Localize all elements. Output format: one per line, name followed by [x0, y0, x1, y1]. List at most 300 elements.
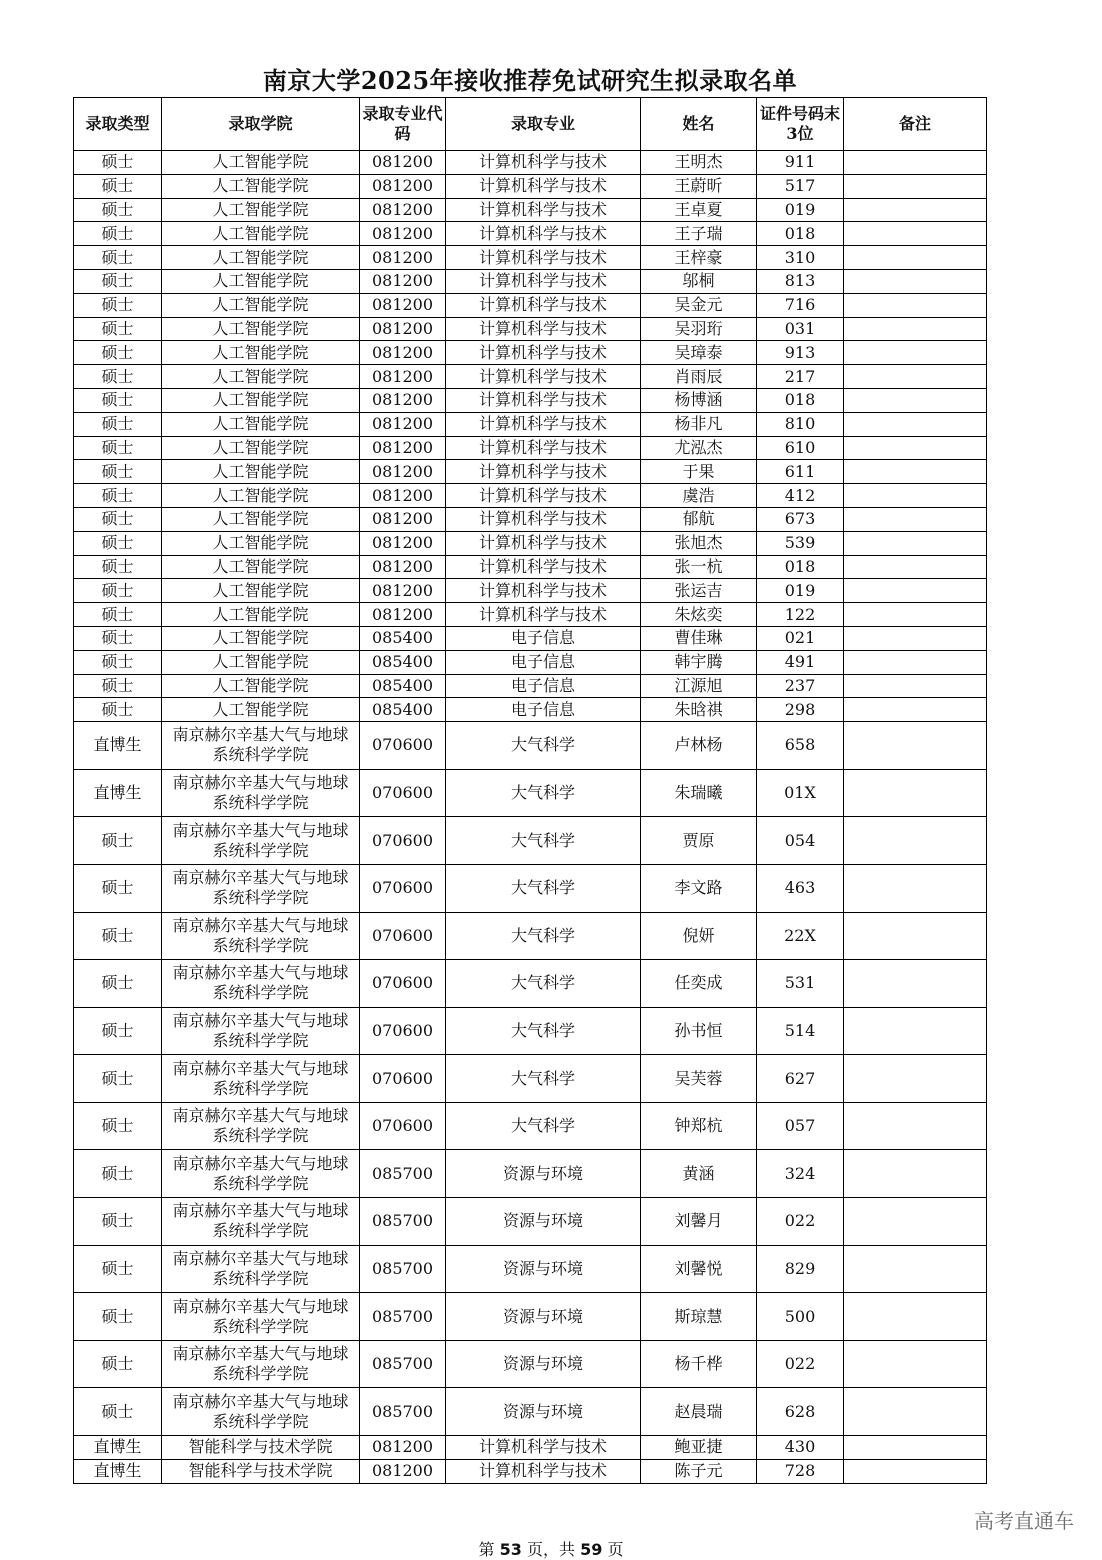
college-cell: 人工智能学院 [162, 484, 360, 508]
id3-cell: 018 [757, 388, 844, 412]
table-row [74, 1245, 987, 1293]
type-cell: 硕士 [74, 674, 162, 698]
note-cell [844, 317, 987, 341]
note-cell [844, 460, 987, 484]
footer-page-current: 53 [499, 1540, 522, 1559]
note-cell [844, 579, 987, 603]
name-cell: 钟郑杭 [641, 1102, 757, 1150]
college-cell: 南京赫尔辛基大气与地球系统科学学院 [162, 864, 360, 912]
type-cell: 硕士 [74, 1293, 162, 1341]
major-cell: 计算机科学与技术 [446, 531, 641, 555]
table-row [74, 579, 987, 603]
college-cell: 智能科学与技术学院 [162, 1436, 360, 1460]
footer-suffix: 页 [602, 1540, 624, 1559]
id3-cell: 728 [757, 1459, 844, 1483]
college-cell: 南京赫尔辛基大气与地球系统科学学院 [162, 1150, 360, 1198]
major-cell: 资源与环境 [446, 1340, 641, 1388]
id3-cell: 913 [757, 341, 844, 365]
major-cell: 计算机科学与技术 [446, 507, 641, 531]
code-cell: 081200 [360, 269, 446, 293]
table-row [74, 412, 987, 436]
major-cell: 计算机科学与技术 [446, 388, 641, 412]
type-cell: 硕士 [74, 484, 162, 508]
header-code: 录取专业代码 [360, 98, 446, 151]
type-cell: 直博生 [74, 769, 162, 817]
name-cell: 邬桐 [641, 269, 757, 293]
college-cell: 南京赫尔辛基大气与地球系统科学学院 [162, 722, 360, 770]
id3-cell: 810 [757, 412, 844, 436]
college-cell: 人工智能学院 [162, 698, 360, 722]
major-cell: 大气科学 [446, 960, 641, 1008]
name-cell: 朱晗祺 [641, 698, 757, 722]
type-cell: 硕士 [74, 1055, 162, 1103]
watermark-text: 高考直通车 [974, 1509, 1074, 1533]
college-cell: 人工智能学院 [162, 174, 360, 198]
college-cell: 人工智能学院 [162, 507, 360, 531]
college-cell: 人工智能学院 [162, 317, 360, 341]
name-cell: 朱瑞曦 [641, 769, 757, 817]
college-cell: 人工智能学院 [162, 555, 360, 579]
name-cell: 卢林杨 [641, 722, 757, 770]
code-cell: 081200 [360, 436, 446, 460]
code-cell: 085700 [360, 1245, 446, 1293]
id3-cell: 018 [757, 555, 844, 579]
college-cell: 南京赫尔辛基大气与地球系统科学学院 [162, 817, 360, 865]
code-cell: 070600 [360, 817, 446, 865]
note-cell [844, 151, 987, 175]
id3-cell: 611 [757, 460, 844, 484]
type-cell: 硕士 [74, 341, 162, 365]
name-cell: 郁航 [641, 507, 757, 531]
note-cell [844, 1102, 987, 1150]
table-row [74, 246, 987, 270]
major-cell: 大气科学 [446, 722, 641, 770]
college-cell: 人工智能学院 [162, 436, 360, 460]
major-cell: 计算机科学与技术 [446, 222, 641, 246]
table-row [74, 317, 987, 341]
type-cell: 硕士 [74, 912, 162, 960]
major-cell: 电子信息 [446, 674, 641, 698]
college-cell: 人工智能学院 [162, 626, 360, 650]
type-cell: 硕士 [74, 460, 162, 484]
footer-middle: 页，共 [521, 1540, 581, 1559]
major-cell: 资源与环境 [446, 1293, 641, 1341]
name-cell: 杨千桦 [641, 1340, 757, 1388]
name-cell: 吴璋泰 [641, 341, 757, 365]
college-cell: 人工智能学院 [162, 603, 360, 627]
note-cell [844, 1459, 987, 1483]
college-cell: 智能科学与技术学院 [162, 1459, 360, 1483]
name-cell: 黄涵 [641, 1150, 757, 1198]
major-cell: 大气科学 [446, 1055, 641, 1103]
note-cell [844, 341, 987, 365]
college-cell: 南京赫尔辛基大气与地球系统科学学院 [162, 960, 360, 1008]
type-cell: 硕士 [74, 1388, 162, 1436]
id3-cell: 217 [757, 365, 844, 389]
college-cell: 人工智能学院 [162, 198, 360, 222]
id3-cell: 298 [757, 698, 844, 722]
type-cell: 硕士 [74, 436, 162, 460]
note-cell [844, 1198, 987, 1246]
name-cell: 刘馨月 [641, 1198, 757, 1246]
code-cell: 081200 [360, 365, 446, 389]
code-cell: 081200 [360, 555, 446, 579]
id3-cell: 018 [757, 222, 844, 246]
major-cell: 大气科学 [446, 864, 641, 912]
table-row [74, 484, 987, 508]
id3-cell: 022 [757, 1340, 844, 1388]
college-cell: 人工智能学院 [162, 222, 360, 246]
major-cell: 计算机科学与技术 [446, 484, 641, 508]
id3-cell: 911 [757, 151, 844, 175]
table-row [74, 1150, 987, 1198]
table-row [74, 1198, 987, 1246]
name-cell: 张旭杰 [641, 531, 757, 555]
code-cell: 070600 [360, 722, 446, 770]
name-cell: 王卓夏 [641, 198, 757, 222]
name-cell: 虞浩 [641, 484, 757, 508]
name-cell: 尤泓杰 [641, 436, 757, 460]
table-row [74, 1388, 987, 1436]
note-cell [844, 365, 987, 389]
note-cell [844, 960, 987, 1008]
id3-cell: 531 [757, 960, 844, 1008]
note-cell [844, 388, 987, 412]
header-college: 录取学院 [162, 98, 360, 151]
id3-cell: 021 [757, 626, 844, 650]
code-cell: 085700 [360, 1198, 446, 1246]
code-cell: 081200 [360, 151, 446, 175]
name-cell: 鲍亚捷 [641, 1436, 757, 1460]
major-cell: 大气科学 [446, 769, 641, 817]
note-cell [844, 698, 987, 722]
name-cell: 江源旭 [641, 674, 757, 698]
name-cell: 于果 [641, 460, 757, 484]
header-note: 备注 [844, 98, 987, 151]
major-cell: 计算机科学与技术 [446, 460, 641, 484]
major-cell: 大气科学 [446, 1007, 641, 1055]
type-cell: 硕士 [74, 1198, 162, 1246]
code-cell: 081200 [360, 484, 446, 508]
id3-cell: 019 [757, 198, 844, 222]
name-cell: 吴金元 [641, 293, 757, 317]
major-cell: 计算机科学与技术 [446, 341, 641, 365]
table-row [74, 1436, 987, 1460]
table-row [74, 1340, 987, 1388]
id3-cell: 022 [757, 1198, 844, 1246]
college-cell: 人工智能学院 [162, 579, 360, 603]
header-name: 姓名 [641, 98, 757, 151]
note-cell [844, 1150, 987, 1198]
table-row [74, 1102, 987, 1150]
note-cell [844, 1245, 987, 1293]
id3-cell: 500 [757, 1293, 844, 1341]
type-cell: 硕士 [74, 269, 162, 293]
code-cell: 081200 [360, 317, 446, 341]
note-cell [844, 555, 987, 579]
code-cell: 081200 [360, 341, 446, 365]
type-cell: 硕士 [74, 698, 162, 722]
id3-cell: 122 [757, 603, 844, 627]
college-cell: 南京赫尔辛基大气与地球系统科学学院 [162, 1055, 360, 1103]
footer-prefix: 第 [478, 1540, 500, 1559]
type-cell: 硕士 [74, 365, 162, 389]
id3-cell: 057 [757, 1102, 844, 1150]
type-cell: 硕士 [74, 603, 162, 627]
type-cell: 硕士 [74, 864, 162, 912]
name-cell: 王明杰 [641, 151, 757, 175]
name-cell: 刘馨悦 [641, 1245, 757, 1293]
major-cell: 电子信息 [446, 698, 641, 722]
table-row [74, 960, 987, 1008]
major-cell: 计算机科学与技术 [446, 579, 641, 603]
college-cell: 南京赫尔辛基大气与地球系统科学学院 [162, 1102, 360, 1150]
code-cell: 070600 [360, 864, 446, 912]
college-cell: 人工智能学院 [162, 412, 360, 436]
college-cell: 人工智能学院 [162, 531, 360, 555]
note-cell [844, 1055, 987, 1103]
major-cell: 计算机科学与技术 [446, 555, 641, 579]
college-cell: 南京赫尔辛基大气与地球系统科学学院 [162, 769, 360, 817]
code-cell: 081200 [360, 1436, 446, 1460]
note-cell [844, 817, 987, 865]
note-cell [844, 603, 987, 627]
table-row [74, 603, 987, 627]
type-cell: 硕士 [74, 960, 162, 1008]
code-cell: 070600 [360, 769, 446, 817]
table-row [74, 388, 987, 412]
code-cell: 070600 [360, 912, 446, 960]
type-cell: 硕士 [74, 174, 162, 198]
college-cell: 南京赫尔辛基大气与地球系统科学学院 [162, 1340, 360, 1388]
name-cell: 杨非凡 [641, 412, 757, 436]
table-row [74, 1007, 987, 1055]
code-cell: 070600 [360, 960, 446, 1008]
code-cell: 081200 [360, 388, 446, 412]
major-cell: 计算机科学与技术 [446, 365, 641, 389]
type-cell: 硕士 [74, 1340, 162, 1388]
table-row [74, 1293, 987, 1341]
major-cell: 资源与环境 [446, 1198, 641, 1246]
name-cell: 赵晨瑞 [641, 1388, 757, 1436]
college-cell: 人工智能学院 [162, 246, 360, 270]
major-cell: 资源与环境 [446, 1245, 641, 1293]
type-cell: 硕士 [74, 579, 162, 603]
note-cell [844, 650, 987, 674]
page-footer [0, 1540, 1102, 1560]
code-cell: 081200 [360, 507, 446, 531]
code-cell: 085700 [360, 1340, 446, 1388]
id3-cell: 813 [757, 269, 844, 293]
name-cell: 吴羽珩 [641, 317, 757, 341]
id3-cell: 514 [757, 1007, 844, 1055]
table-row [74, 174, 987, 198]
id3-cell: 054 [757, 817, 844, 865]
note-cell [844, 769, 987, 817]
major-cell: 资源与环境 [446, 1388, 641, 1436]
major-cell: 资源与环境 [446, 1150, 641, 1198]
type-cell: 硕士 [74, 388, 162, 412]
major-cell: 计算机科学与技术 [446, 317, 641, 341]
code-cell: 081200 [360, 198, 446, 222]
type-cell: 硕士 [74, 246, 162, 270]
name-cell: 王梓豪 [641, 246, 757, 270]
id3-cell: 627 [757, 1055, 844, 1103]
note-cell [844, 436, 987, 460]
code-cell: 070600 [360, 1102, 446, 1150]
name-cell: 王子瑞 [641, 222, 757, 246]
name-cell: 张一杭 [641, 555, 757, 579]
type-cell: 硕士 [74, 412, 162, 436]
id3-cell: 237 [757, 674, 844, 698]
table-row [74, 293, 987, 317]
college-cell: 人工智能学院 [162, 650, 360, 674]
code-cell: 081200 [360, 174, 446, 198]
note-cell [844, 174, 987, 198]
table-row [74, 626, 987, 650]
type-cell: 硕士 [74, 817, 162, 865]
table-row [74, 436, 987, 460]
id3-cell: 658 [757, 722, 844, 770]
major-cell: 计算机科学与技术 [446, 174, 641, 198]
name-cell: 贾原 [641, 817, 757, 865]
note-cell [844, 864, 987, 912]
note-cell [844, 198, 987, 222]
major-cell: 电子信息 [446, 626, 641, 650]
table-row [74, 1459, 987, 1483]
note-cell [844, 722, 987, 770]
code-cell: 085400 [360, 626, 446, 650]
name-cell: 孙书恒 [641, 1007, 757, 1055]
major-cell: 计算机科学与技术 [446, 198, 641, 222]
table-row [74, 151, 987, 175]
code-cell: 081200 [360, 531, 446, 555]
header-id3: 证件号码末3位 [757, 98, 844, 151]
type-cell: 硕士 [74, 198, 162, 222]
note-cell [844, 531, 987, 555]
major-cell: 计算机科学与技术 [446, 293, 641, 317]
id3-cell: 829 [757, 1245, 844, 1293]
table-row [74, 722, 987, 770]
college-cell: 人工智能学院 [162, 151, 360, 175]
table-row [74, 769, 987, 817]
note-cell [844, 1436, 987, 1460]
table-row [74, 198, 987, 222]
table-row [74, 864, 987, 912]
code-cell: 085400 [360, 698, 446, 722]
type-cell: 直博生 [74, 722, 162, 770]
note-cell [844, 912, 987, 960]
college-cell: 人工智能学院 [162, 269, 360, 293]
id3-cell: 430 [757, 1436, 844, 1460]
id3-cell: 22X [757, 912, 844, 960]
college-cell: 人工智能学院 [162, 674, 360, 698]
id3-cell: 019 [757, 579, 844, 603]
table-row [74, 674, 987, 698]
type-cell: 硕士 [74, 650, 162, 674]
type-cell: 直博生 [74, 1436, 162, 1460]
type-cell: 硕士 [74, 531, 162, 555]
header-type: 录取类型 [74, 98, 162, 151]
name-cell: 王蔚昕 [641, 174, 757, 198]
page-title: 南京大学2025年接收推荐免试研究生拟录取名单 [262, 66, 798, 95]
table-row [74, 698, 987, 722]
footer-page-total: 59 [580, 1540, 603, 1559]
table-row [74, 507, 987, 531]
note-cell [844, 269, 987, 293]
name-cell: 杨博涵 [641, 388, 757, 412]
type-cell: 直博生 [74, 1459, 162, 1483]
name-cell: 李文路 [641, 864, 757, 912]
type-cell: 硕士 [74, 1245, 162, 1293]
table-row [74, 269, 987, 293]
code-cell: 081200 [360, 1459, 446, 1483]
table-row [74, 460, 987, 484]
note-cell [844, 507, 987, 531]
table-row [74, 341, 987, 365]
type-cell: 硕士 [74, 1150, 162, 1198]
type-cell: 硕士 [74, 317, 162, 341]
note-cell [844, 1293, 987, 1341]
code-cell: 085700 [360, 1293, 446, 1341]
type-cell: 硕士 [74, 151, 162, 175]
id3-cell: 539 [757, 531, 844, 555]
name-cell: 任奕成 [641, 960, 757, 1008]
type-cell: 硕士 [74, 626, 162, 650]
name-cell: 肖雨辰 [641, 365, 757, 389]
name-cell: 倪妍 [641, 912, 757, 960]
table-header-row [74, 98, 987, 151]
note-cell [844, 222, 987, 246]
id3-cell: 324 [757, 1150, 844, 1198]
id3-cell: 517 [757, 174, 844, 198]
name-cell: 朱炫奕 [641, 603, 757, 627]
table-row [74, 365, 987, 389]
type-cell: 硕士 [74, 1102, 162, 1150]
major-cell: 计算机科学与技术 [446, 246, 641, 270]
note-cell [844, 484, 987, 508]
id3-cell: 610 [757, 436, 844, 460]
id3-cell: 01X [757, 769, 844, 817]
table-row [74, 531, 987, 555]
college-cell: 南京赫尔辛基大气与地球系统科学学院 [162, 1007, 360, 1055]
name-cell: 韩宇腾 [641, 650, 757, 674]
type-cell: 硕士 [74, 507, 162, 531]
major-cell: 大气科学 [446, 1102, 641, 1150]
table-row [74, 555, 987, 579]
code-cell: 081200 [360, 293, 446, 317]
code-cell: 085400 [360, 674, 446, 698]
id3-cell: 673 [757, 507, 844, 531]
code-cell: 081200 [360, 603, 446, 627]
name-cell: 吴芙蓉 [641, 1055, 757, 1103]
major-cell: 大气科学 [446, 912, 641, 960]
major-cell: 计算机科学与技术 [446, 1459, 641, 1483]
code-cell: 081200 [360, 579, 446, 603]
college-cell: 人工智能学院 [162, 341, 360, 365]
type-cell: 硕士 [74, 293, 162, 317]
table-row [74, 222, 987, 246]
name-cell: 张运吉 [641, 579, 757, 603]
college-cell: 南京赫尔辛基大气与地球系统科学学院 [162, 912, 360, 960]
college-cell: 南京赫尔辛基大气与地球系统科学学院 [162, 1388, 360, 1436]
id3-cell: 463 [757, 864, 844, 912]
table-row [74, 912, 987, 960]
id3-cell: 310 [757, 246, 844, 270]
code-cell: 085700 [360, 1150, 446, 1198]
major-cell: 计算机科学与技术 [446, 269, 641, 293]
table-row [74, 1055, 987, 1103]
